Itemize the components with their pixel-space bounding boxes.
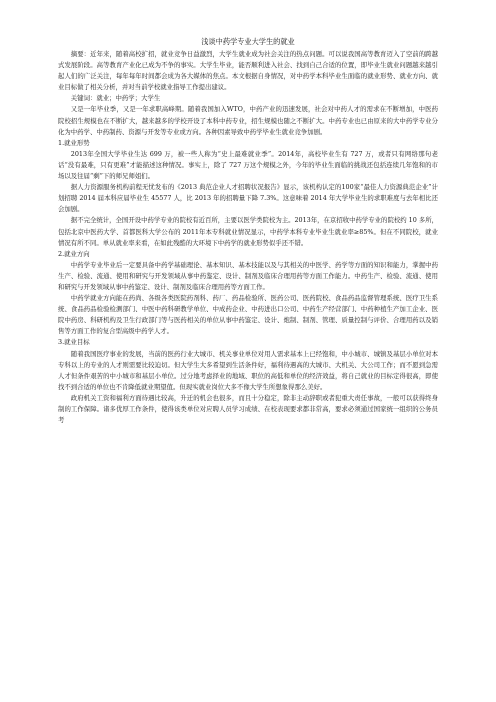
section-heading-employment-goal: 3.就业目标 — [58, 338, 90, 347]
section-heading-employment-situation: 1.就业形势 — [58, 138, 90, 147]
document-page — [58, 36, 438, 426]
body-paragraph: 随着我国医疗事业的发展，当前的医药行业大城市、机关事业单位对用人需求基本上已经饱和，中小城市、城镇及基层小单位对本专科以上的专业的人才则需要比较迫切。但大学生大多希望到生活条件好，福利待遇高的大城市、大机关、大公司工作；而不愿到急需人才但条件艰苦的中小城市和基层小单位。过分地考虑择业的地域、职位的高低和单位的经济效益，将自己就业的目标定得很高，即使找不到合适的单位也不肯降低就业期望值。但现实就业岗位大多不像大学生所想象得那么美好。 — [58, 349, 438, 391]
body-paragraph: 中药学就业方向能在药尚、各级各类医院药剂科、药厂、药品检验所、医药公司、医药院校、食品药品监督管理系统、医疗卫生系统、食品药品检验检测部门、中医中药科研教学单位、中成药企业、中药进出口公司、中药生产经营部门、中药种植生产加工企业、医院中药房、科研机构及卫生行政部门等与医药相关的单位从事中药鉴定、设计、炮制、制剂、管理、质量控制与评价、合理用药以及销售等方面工作的复合型高级中药学人才。 — [58, 294, 438, 336]
abstract-paragraph: 摘要：近年来，随着高校扩招，就业竞争日益激烈，大学生就业成为社会关注的热点问题。可以说我国高等教育迈入了空前的跨越式发展阶段。高等教育产业化已成为不争的事实。大学生毕业，能否顺利进入社会、找到自己合适的位置，即毕业生就业问题越来越引起人们的广泛关注，每年每年时间都会成为各大媒体的焦点。本文根据自身情况，对中药学本科毕业生面临的就业形势、就业方向、就业目标做了相关分析，并对当前学校就业指导工作提出建议。 — [58, 50, 438, 92]
body-paragraph: 中药学专业毕业后一定要具备中药学基础理论、基本知识、基本技能以及与其相关的中医学、药学等方面的知识和能力，掌握中药生产、检验、流通、使用和研究与开发领域从事中药鉴定、设计、制剂及临床合理用药等方面工作能力。中药生产、检验、流通、使用和研究与开发领域从事中药鉴定、设计、制剂及临床合理用药等方面工作。 — [58, 260, 438, 291]
body-paragraph: 2013年全国大学毕业生达 699 万，被一些人称为“史上最难就业季”。2014年，高校毕业生有 727 万，或者只有网络那句老话“没有最难，只有更难”才能描述这种情况。事实上，除了 727 万这个规模之外，今年的毕业生面临的挑战还包括连续几年饱和的市场以及往届“剩”下的师兄师姐们。 — [58, 149, 438, 181]
body-paragraph: 据人力资源服务机构前程无忧发布的《2013 典范企业人才招聘状况报告》显示，该机构认定的100家“最佳人力资源典范企业”计划招聘 2014 届本科应届毕业生 45577 人，比 2013 年的招聘量下降 7.3%。这意味着 2014 年大学毕业生的求职难度与去年相比还会加剧。 — [58, 183, 438, 214]
keywords-line: 关键词：就业；中药学；大学生 — [70, 94, 161, 103]
body-paragraph: 政府机关工资和福利方面待遇比较高，升迁的机会也很多，而且十分稳定，除非主动辞职或者犯重大责任事故，一般可以获得终身制的工作保障。诸多优厚工作条件，使得该类单位对应聘人员学习成绩、在校表现要求都非常高，要求必须通过国家统一组织的公务员考 — [58, 393, 438, 425]
intro-paragraph: 又是一年毕业季，又是一年求职高峰期。随着我国加入WTO，中药产业的迅速发展，社会对中药人才的需求在不断增加，中医药院校招生规模也在不断扩大，越来越多的学校开设了本科中药专业，招生规模也随之不断扩大。中药专业也已由原来的大中药学专业分化为中药学、中药制药、资源与开发等专业或方向。各种因素导致中药学毕业生就业竞争加剧。 — [58, 105, 438, 136]
body-paragraph: 据不完全统计，全国开设中药学专业的院校有近百所，主要以医学类院校为主。2013年，在京招收中药学专业的院校约 10 多所，包括北京中医药大学、首都医科大学公布的 2011年本专科就业情况显示，中药学本科专业毕业生就业率≥85%。但在不同院校，就业情况有所不同。单从就业率来看，在如此残酷的大环境下中药学的就业形势似乎还不错。 — [58, 216, 438, 247]
page-title: 浅谈中药学专业大学生的就业 — [201, 37, 295, 46]
section-heading-employment-direction: 2.就业方向 — [58, 249, 90, 258]
